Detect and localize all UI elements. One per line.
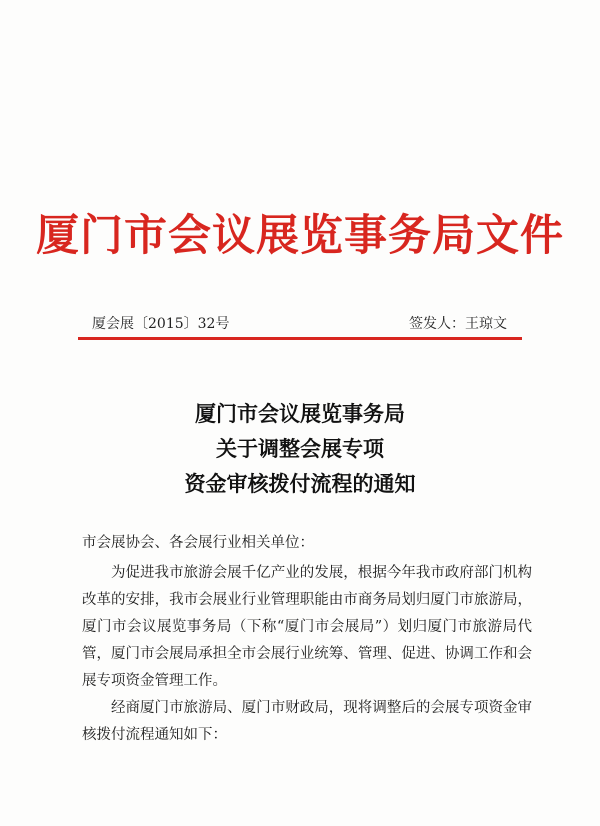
notice-body [82, 530, 532, 749]
issuer-signature: 签发人：王琼文 [409, 316, 507, 332]
document-number: 厦会展〔2015〕32号 [92, 316, 230, 332]
notice-title [0, 396, 600, 501]
addressee-line: 市会展协会、各会展行业相关单位： [82, 535, 314, 551]
notice-title-line-1: 厦门市会议展览事务局 [195, 401, 405, 426]
red-separator-line [78, 337, 522, 340]
body-paragraph-1: 为促进我市旅游会展千亿产业的发展，根据今年我市政府部门机构改革的安排，我市会展业行业管理职能由市商务局划归厦门市旅游局，厦门市会议展览事务局（下称“厦门市会展局”）划归厦门市旅游局代管，厦门市会展局承担全市会展行业统筹、管理、促进、协调工作和会展专项资金管理工作。 [82, 565, 532, 689]
body-paragraph-2: 经商厦门市旅游局、厦门市财政局，现将调整后的会展专项资金审核拨付流程通知如下： [82, 700, 532, 743]
notice-title-line-2: 关于调整会展专项 [216, 436, 384, 461]
document-header-title: 厦门市会议展览事务局文件 [36, 211, 564, 261]
notice-title-line-3: 资金审核拨付流程的通知 [184, 471, 416, 496]
